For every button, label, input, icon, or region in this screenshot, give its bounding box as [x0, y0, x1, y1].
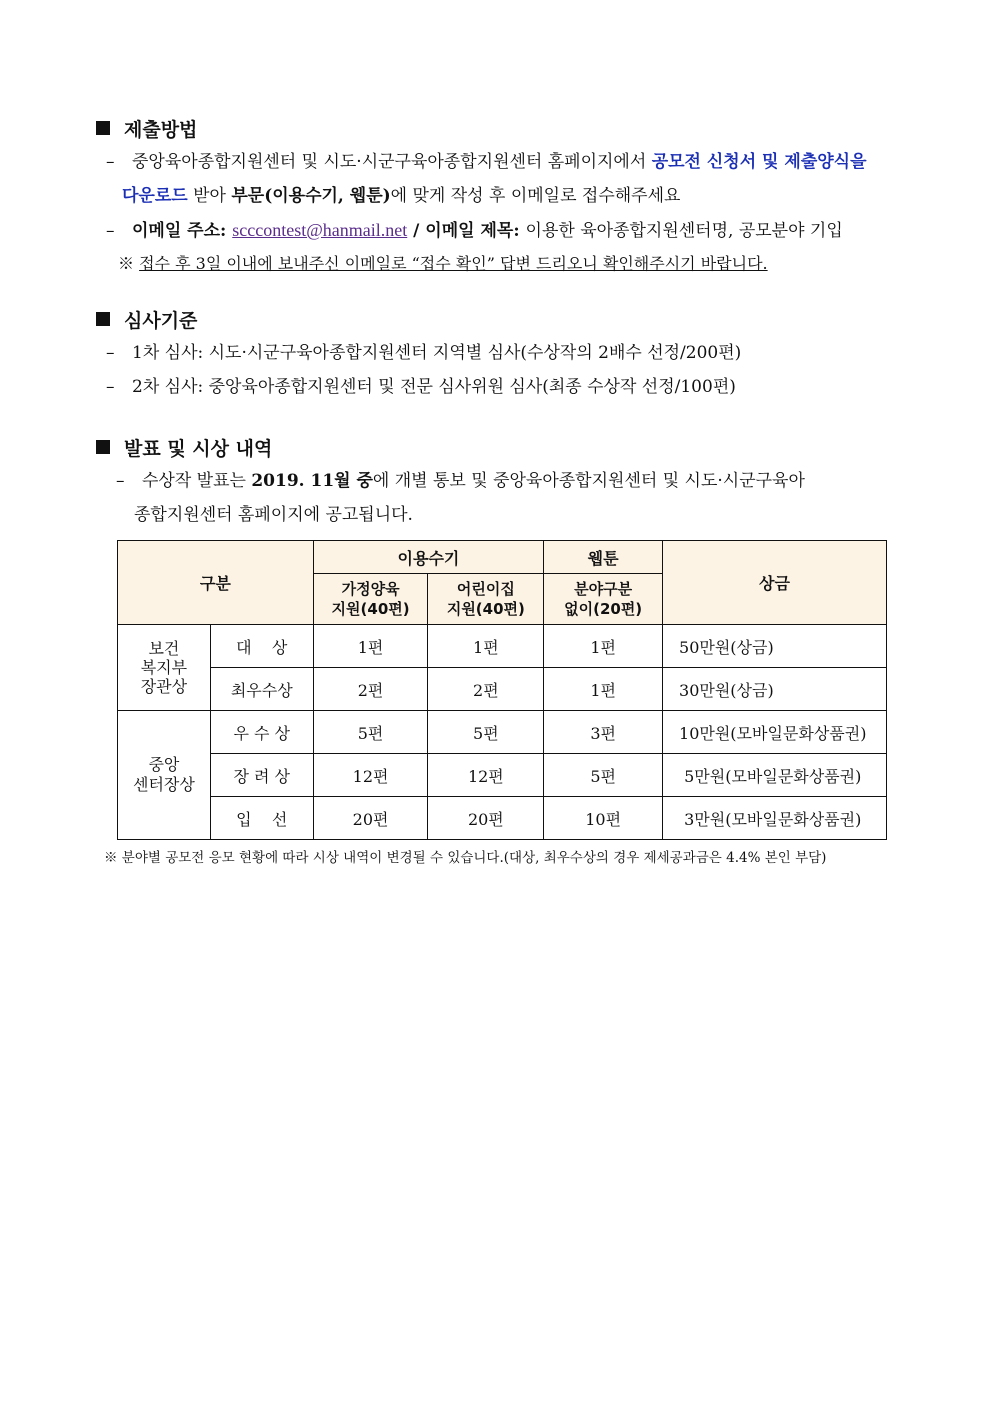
- count-daycare: 5편: [428, 711, 544, 754]
- table-row: [118, 668, 887, 711]
- table-header-row: [118, 541, 887, 574]
- announcement-title: 발표 및 시상 내역: [124, 437, 273, 460]
- submission-line-2: 다운로드 받아 부문(이용수기, 웹툰)에 맞게 작성 후 이메일로 접수해주세요: [122, 186, 681, 206]
- award-name: 우 수 상: [210, 711, 313, 754]
- submission-note: ※ 접수 후 3일 이내에 보내주신 이메일로 “접수 확인” 답변 드리오니 확인해주시기 바랍니다.: [118, 254, 768, 273]
- announcement-heading: [96, 432, 906, 462]
- header-daycare-support: 어린이집 지원(40편): [428, 574, 544, 625]
- count-home: 12편: [313, 754, 428, 797]
- square-bullet-icon: [96, 440, 110, 454]
- award-table: [117, 540, 887, 840]
- header-category: 구분: [118, 541, 314, 625]
- count-daycare: 20편: [428, 797, 544, 840]
- count-home: 2편: [313, 668, 428, 711]
- header-webtoon: 웹툰: [544, 541, 663, 574]
- count-daycare: 12편: [428, 754, 544, 797]
- submission-line-1: – 중앙육아종합지원센터 및 시도·시군구육아종합지원센터 홈페이지에서 공모전 신청서 및 제출양식을: [106, 152, 867, 172]
- submission-heading: [96, 113, 906, 143]
- count-webtoon: 1편: [544, 668, 663, 711]
- prize-amount: 50만원(상금): [663, 625, 887, 668]
- criteria-title: 심사기준: [124, 309, 198, 332]
- table-footnote: ※ 분야별 공모전 응모 현황에 따라 시상 내역이 변경될 수 있습니다.(대상, 최우수상의 경우 제세공과금은 4.4% 본인 부담): [104, 850, 827, 866]
- table-row: [118, 711, 887, 754]
- award-name: 입 선: [210, 797, 313, 840]
- criteria-heading: [96, 304, 906, 334]
- prize-amount: 3만원(모바일문화상품권): [663, 797, 887, 840]
- criteria-item: – 2차 심사: 중앙육아종합지원센터 및 전문 심사위원 심사(최종 수상작 선정/100편): [106, 377, 736, 397]
- prize-amount: 30만원(상금): [663, 668, 887, 711]
- table-row: [118, 625, 887, 668]
- email-link[interactable]: scccontest@hanmail.net: [232, 220, 408, 240]
- count-webtoon: 10편: [544, 797, 663, 840]
- header-webtoon-all: 분야구분 없이(20편): [544, 574, 663, 625]
- header-usage: 이용수기: [313, 541, 544, 574]
- criteria-section: [96, 304, 906, 404]
- announcement-section: [96, 432, 906, 532]
- count-daycare: 2편: [428, 668, 544, 711]
- submission-section: [96, 113, 906, 281]
- header-home-support: 가정양육 지원(40편): [313, 574, 428, 625]
- announcement-line-2: 종합지원센터 홈페이지에 공고됩니다.: [134, 505, 413, 525]
- announcement-line-1: – 수상작 발표는 2019. 11월 중에 개별 통보 및 중앙육아종합지원센터 및 시도·시군구육아: [116, 471, 805, 491]
- count-webtoon: 3편: [544, 711, 663, 754]
- award-name: 최우수상: [210, 668, 313, 711]
- count-webtoon: 5편: [544, 754, 663, 797]
- count-home: 1편: [313, 625, 428, 668]
- count-webtoon: 1편: [544, 625, 663, 668]
- square-bullet-icon: [96, 312, 110, 326]
- table-row: [118, 797, 887, 840]
- count-home: 20편: [313, 797, 428, 840]
- email-line: – 이메일 주소: scccontest@hanmail.net / 이메일 제목: 이용한 육아종합지원센터명, 공모분야 기입: [106, 220, 843, 241]
- award-name: 대 상: [210, 625, 313, 668]
- group-ministry: 보건 복지부 장관상: [118, 625, 211, 711]
- count-home: 5편: [313, 711, 428, 754]
- square-bullet-icon: [96, 121, 110, 135]
- prize-amount: 10만원(모바일문화상품권): [663, 711, 887, 754]
- header-prize: 상금: [663, 541, 887, 625]
- count-daycare: 1편: [428, 625, 544, 668]
- prize-amount: 5만원(모바일문화상품권): [663, 754, 887, 797]
- criteria-item: – 1차 심사: 시도·시군구육아종합지원센터 지역별 심사(수상작의 2배수 선정/200편): [106, 343, 742, 363]
- submission-title: 제출방법: [124, 118, 198, 141]
- group-center: 중앙 센터장상: [118, 711, 211, 840]
- award-name: 장 려 상: [210, 754, 313, 797]
- table-row: [118, 754, 887, 797]
